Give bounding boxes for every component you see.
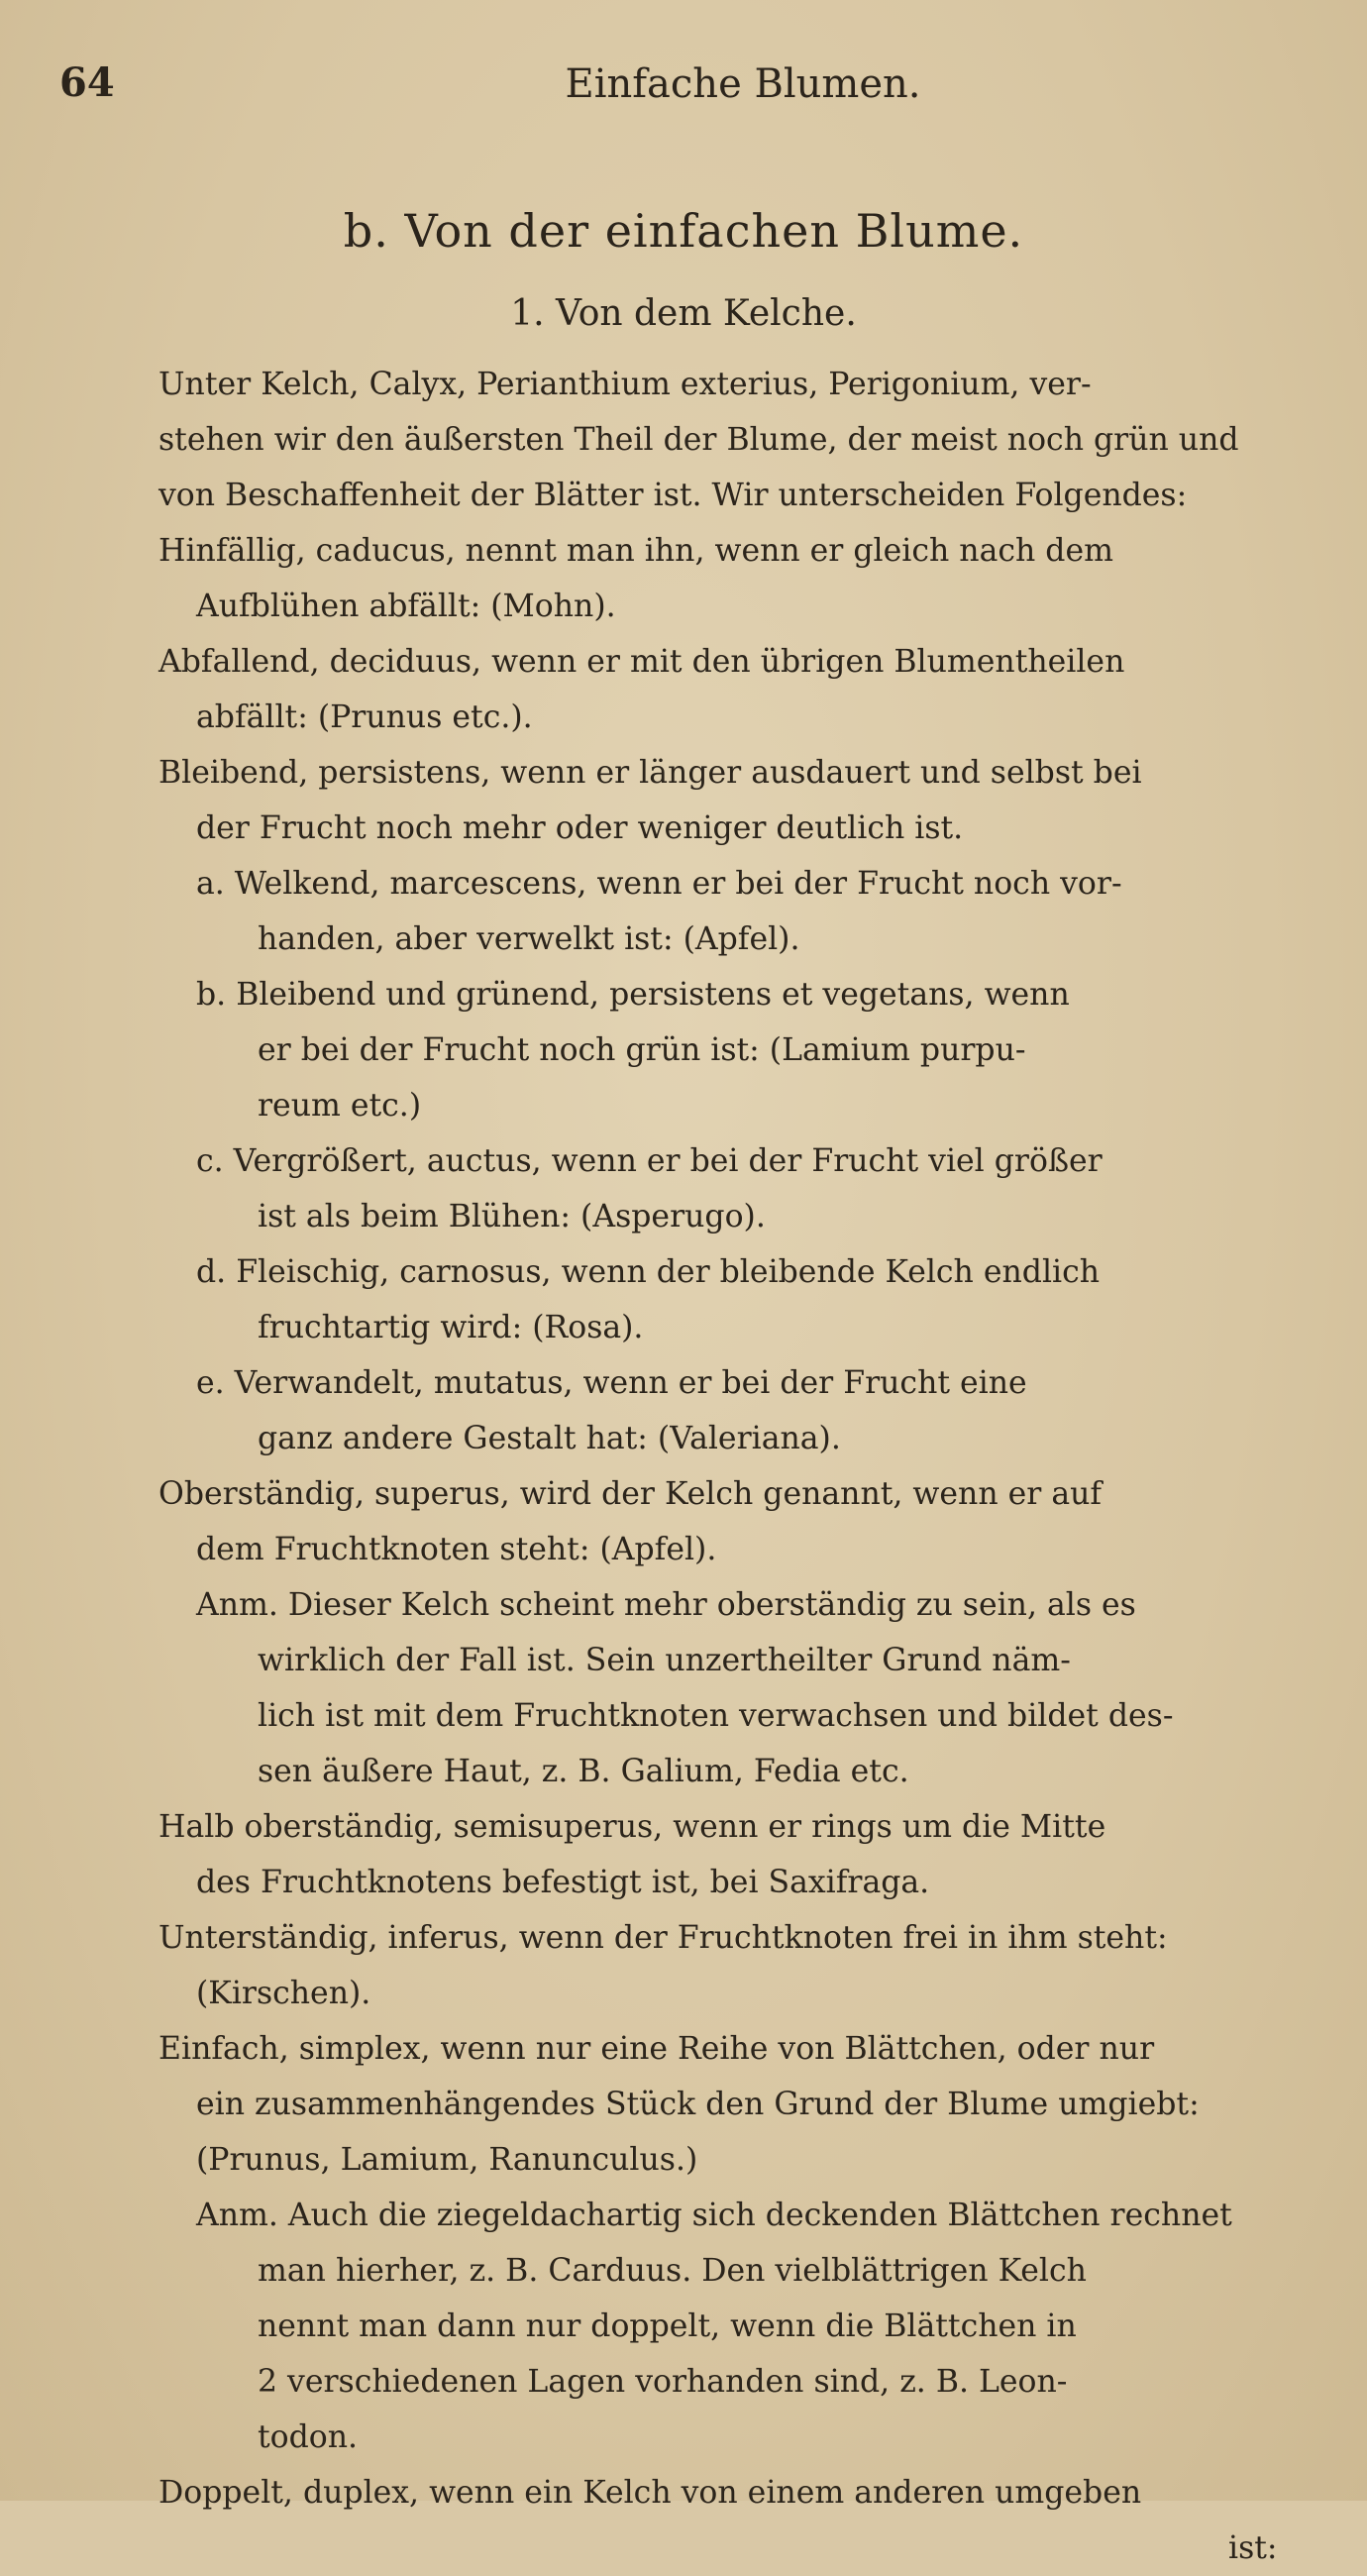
body-text: [158, 357, 1278, 2576]
text-line: stehen wir den äußersten Theil der Blume, der meist noch grün und: [158, 422, 1239, 458]
text-line: man hierher, z. B. Carduus. Den vielblättrigen Kelch: [258, 2253, 1087, 2289]
text-line: Unter Kelch, Calyx, Perianthium exterius, Perigonium, ver-: [158, 367, 1092, 402]
text-line: dem Fruchtknoten steht: (Apfel).: [196, 1532, 717, 1567]
text-line: Abfallend, deciduus, wenn er mit den übrigen Blumentheilen: [158, 644, 1125, 680]
text-line: er bei der Frucht noch grün ist: (Lamium purpu-: [258, 1032, 1026, 1068]
text-line: ist als beim Blühen: (Asperugo).: [258, 1199, 766, 1234]
page-number: 64: [59, 59, 115, 106]
text-line: sen äußere Haut, z. B. Galium, Fedia etc.: [258, 1754, 909, 1789]
running-title: Einfache Blumen.: [565, 61, 921, 107]
text-line: Aufblühen abfällt: (Mohn).: [196, 589, 616, 624]
text-line: 2 verschiedenen Lagen vorhanden sind, z. B. Leon-: [258, 2364, 1068, 2400]
text-line: ein zusammenhängendes Stück den Grund der Blume umgiebt:: [196, 2087, 1200, 2122]
text-line: abfällt: (Prunus etc.).: [196, 699, 533, 735]
text-line: (Prunus, Lamium, Ranunculus.): [196, 2142, 698, 2178]
text-line: Anm. Dieser Kelch scheint mehr oberständig zu sein, als es: [196, 1587, 1136, 1623]
text-line: Einfach, simplex, wenn nur eine Reihe von Blättchen, oder nur: [158, 2031, 1155, 2067]
text-line: Unterständig, inferus, wenn der Fruchtknoten frei in ihm steht:: [158, 1920, 1168, 1956]
text-line: c. Vergrößert, auctus, wenn er bei der Frucht viel größer: [196, 1143, 1103, 1179]
text-line: (Kirschen).: [196, 1976, 371, 2011]
section-heading: b. Von der einfachen Blume.: [343, 204, 1024, 258]
text-line: ganz andere Gestalt hat: (Valeriana).: [258, 1421, 841, 1456]
text-line: Doppelt, duplex, wenn ein Kelch von einem anderen umgeben: [158, 2475, 1142, 2511]
text-line: Anm. Auch die ziegeldachartig sich deckenden Blättchen rechnet: [196, 2198, 1232, 2233]
text-line: Oberständig, superus, wird der Kelch genannt, wenn er auf: [158, 1476, 1103, 1512]
text-line: der Frucht noch mehr oder weniger deutlich ist.: [196, 810, 964, 846]
text-line: ist:: [1228, 2530, 1278, 2566]
text-line: Bleibend, persistens, wenn er länger ausdauert und selbst bei: [158, 755, 1142, 791]
text-line: des Fruchtknotens befestigt ist, bei Saxifraga.: [196, 1865, 930, 1900]
text-line: a. Welkend, marcescens, wenn er bei der Frucht noch vor-: [196, 866, 1122, 902]
text-line: nennt man dann nur doppelt, wenn die Blättchen in: [258, 2308, 1077, 2344]
text-line: lich ist mit dem Fruchtknoten verwachsen und bildet des-: [258, 1698, 1174, 1734]
page-header: [59, 59, 1308, 119]
text-line: e. Verwandelt, mutatus, wenn er bei der Frucht eine: [196, 1365, 1027, 1401]
text-line: handen, aber verwelkt ist: (Apfel).: [258, 921, 800, 957]
sub-heading: 1. Von dem Kelche.: [510, 293, 857, 334]
text-line: von Beschaffenheit der Blätter ist. Wir unterscheiden Folgendes:: [158, 478, 1188, 513]
text-line: wirklich der Fall ist. Sein unzertheilter Grund näm-: [258, 1643, 1071, 1678]
text-line: Hinfällig, caducus, nennt man ihn, wenn er gleich nach dem: [158, 533, 1113, 569]
text-line: reum etc.): [258, 1088, 422, 1124]
text-line: todon.: [258, 2419, 359, 2455]
text-line: b. Bleibend und grünend, persistens et vegetans, wenn: [196, 977, 1070, 1013]
text-line: Halb oberständig, semisuperus, wenn er rings um die Mitte: [158, 1809, 1106, 1845]
text-line: fruchtartig wird: (Rosa).: [258, 1310, 644, 1345]
text-line: d. Fleischig, carnosus, wenn der bleibende Kelch endlich: [196, 1254, 1101, 1290]
